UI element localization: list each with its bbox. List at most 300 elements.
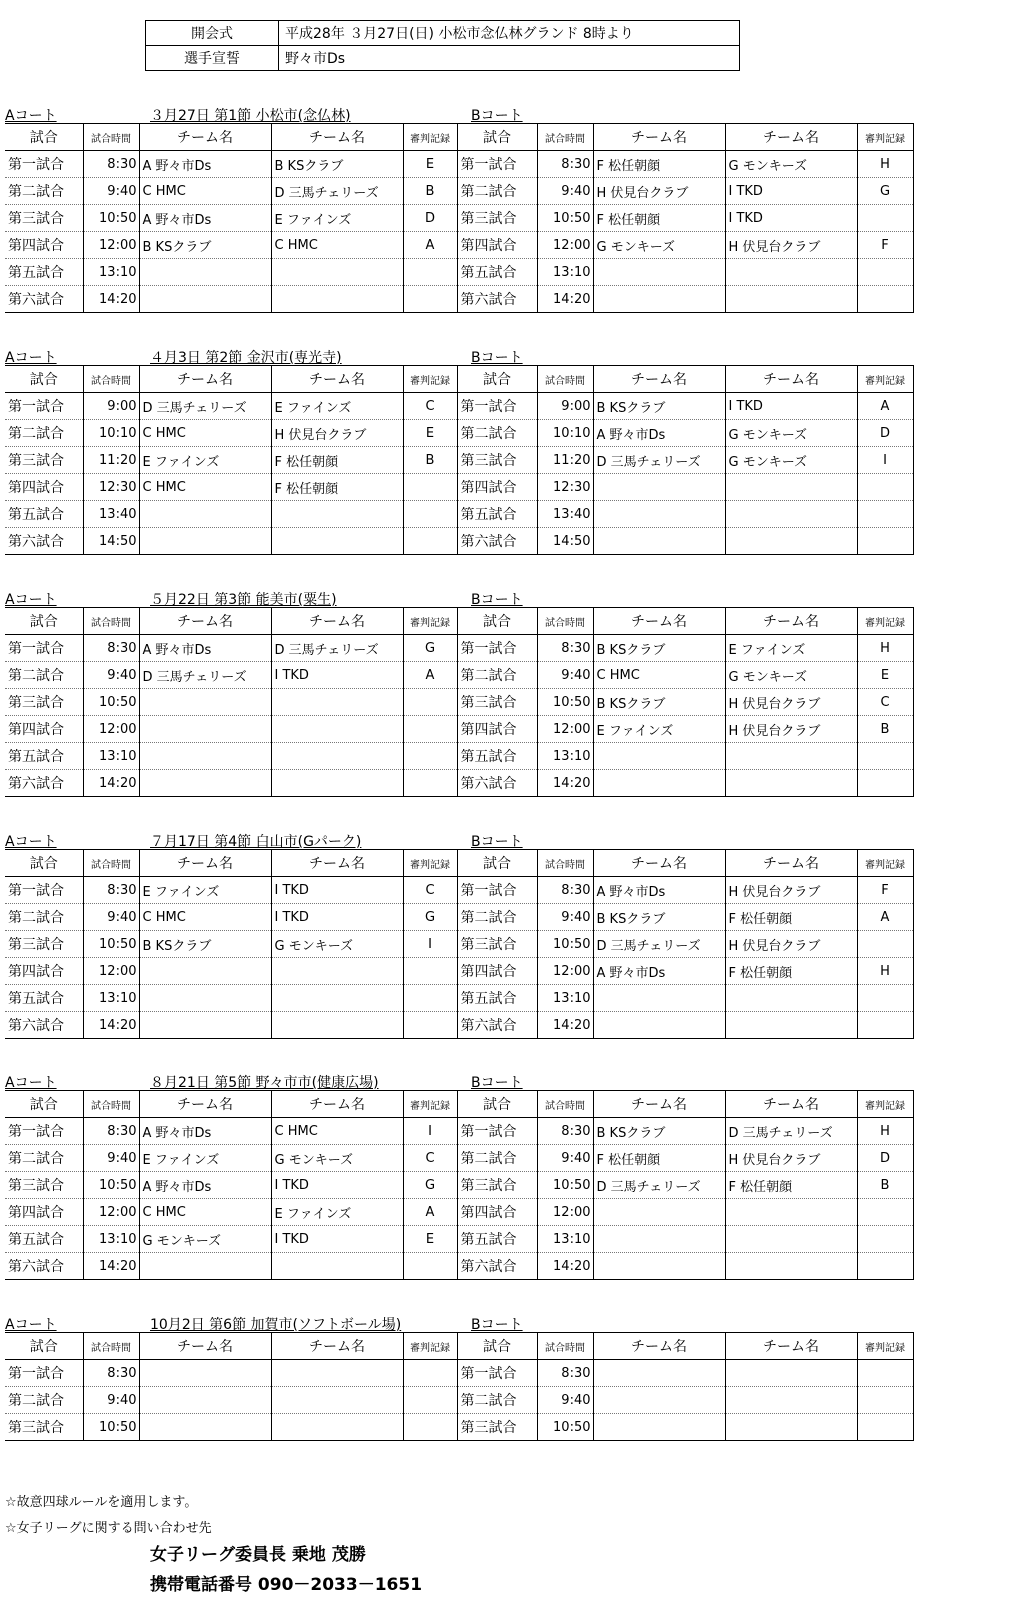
- schedule-table: [5, 365, 914, 555]
- a-team-2: [271, 528, 403, 555]
- a-game-time: 10:50: [83, 205, 139, 232]
- column-header: チーム名: [593, 1091, 725, 1118]
- header-row: [5, 366, 913, 393]
- a-team-1: [139, 1253, 271, 1280]
- a-game-time: 13:10: [83, 259, 139, 286]
- column-header: 試合: [5, 850, 83, 877]
- b-team-1: [593, 259, 725, 286]
- column-header: 試合時間: [83, 850, 139, 877]
- b-game-time: 14:20: [537, 1253, 593, 1280]
- a-court-label: Aコート: [5, 350, 57, 366]
- a-game-number: 第三試合: [5, 689, 83, 716]
- table-row: [5, 286, 913, 313]
- b-game-time: 9:00: [537, 393, 593, 420]
- b-umpire: [857, 474, 913, 501]
- b-umpire: H: [857, 151, 913, 178]
- b-team-2: H 伏見台クラブ: [725, 716, 857, 743]
- b-game-number: 第四試合: [457, 1199, 537, 1226]
- b-game-time: 8:30: [537, 635, 593, 662]
- b-game-number: 第二試合: [457, 1145, 537, 1172]
- b-umpire: H: [857, 958, 913, 985]
- b-umpire: [857, 1387, 913, 1414]
- b-game-number: 第二試合: [457, 420, 537, 447]
- b-game-time: 12:00: [537, 716, 593, 743]
- a-team-2: [271, 958, 403, 985]
- table-row: [5, 635, 913, 662]
- b-umpire: [857, 1360, 913, 1387]
- schedule-section: [5, 829, 947, 1039]
- b-umpire: [857, 770, 913, 797]
- b-umpire: E: [857, 662, 913, 689]
- opening-info-table: [145, 20, 740, 71]
- b-team-1: A 野々市Ds: [593, 958, 725, 985]
- a-team-1: [139, 528, 271, 555]
- b-game-number: 第四試合: [457, 958, 537, 985]
- column-header: 試合時間: [537, 124, 593, 151]
- a-team-2: [271, 1360, 403, 1387]
- a-team-2: I TKD: [271, 1226, 403, 1253]
- b-team-2: G モンキーズ: [725, 447, 857, 474]
- table-row: [5, 662, 913, 689]
- b-umpire: G: [857, 178, 913, 205]
- b-game-number: 第一試合: [457, 1360, 537, 1387]
- b-umpire: A: [857, 904, 913, 931]
- b-game-number: 第六試合: [457, 1253, 537, 1280]
- section-title: [5, 345, 947, 365]
- b-team-1: [593, 1012, 725, 1039]
- a-team-2: I TKD: [271, 662, 403, 689]
- b-game-time: 9:40: [537, 178, 593, 205]
- column-header: チーム名: [725, 850, 857, 877]
- a-team-2: [271, 286, 403, 313]
- a-team-2: [271, 259, 403, 286]
- column-header: 試合時間: [83, 366, 139, 393]
- a-game-time: 14:20: [83, 1012, 139, 1039]
- b-team-2: F 松任朝顔: [725, 904, 857, 931]
- table-row: [5, 985, 913, 1012]
- a-game-number: 第六試合: [5, 528, 83, 555]
- column-header: 試合時間: [537, 1091, 593, 1118]
- a-umpire: G: [403, 635, 457, 662]
- a-game-number: 第一試合: [5, 1360, 83, 1387]
- a-team-2: D 三馬チェリーズ: [271, 635, 403, 662]
- table-row: [5, 1118, 913, 1145]
- a-umpire: [403, 1253, 457, 1280]
- a-umpire: [403, 770, 457, 797]
- a-umpire: B: [403, 447, 457, 474]
- table-row: [5, 1414, 913, 1441]
- b-team-2: [725, 770, 857, 797]
- a-game-number: 第二試合: [5, 420, 83, 447]
- table-row: [5, 1360, 913, 1387]
- b-game-number: 第五試合: [457, 985, 537, 1012]
- column-header: チーム名: [593, 124, 725, 151]
- a-team-1: E ファインズ: [139, 1145, 271, 1172]
- b-game-time: 8:30: [537, 151, 593, 178]
- b-umpire: [857, 1414, 913, 1441]
- a-team-1: C HMC: [139, 1199, 271, 1226]
- b-game-time: 10:50: [537, 1172, 593, 1199]
- a-game-number: 第三試合: [5, 205, 83, 232]
- contact-name: 女子リーグ委員長 乗地 茂勝: [150, 1545, 366, 1565]
- b-team-1: [593, 528, 725, 555]
- b-team-1: E ファインズ: [593, 716, 725, 743]
- a-game-time: 12:00: [83, 232, 139, 259]
- table-row: [5, 770, 913, 797]
- b-court-label: Bコート: [471, 834, 523, 850]
- b-game-number: 第三試合: [457, 447, 537, 474]
- b-team-2: [725, 1226, 857, 1253]
- a-game-number: 第四試合: [5, 716, 83, 743]
- a-team-1: E ファインズ: [139, 877, 271, 904]
- b-court-label: Bコート: [471, 1317, 523, 1333]
- player-oath-label: 選手宣誓: [146, 46, 279, 71]
- a-game-time: 14:20: [83, 1253, 139, 1280]
- a-game-time: 14:20: [83, 770, 139, 797]
- a-game-time: 12:30: [83, 474, 139, 501]
- column-header: 試合: [457, 366, 537, 393]
- opening-ceremony-value: 平成28年 ３月27日(日) 小松市念仏林グランド 8時より: [279, 21, 740, 46]
- column-header: チーム名: [139, 850, 271, 877]
- b-umpire: [857, 1199, 913, 1226]
- a-team-2: G モンキーズ: [271, 931, 403, 958]
- b-team-1: D 三馬チェリーズ: [593, 1172, 725, 1199]
- a-game-time: 13:10: [83, 1226, 139, 1253]
- column-header: 審判記録: [403, 124, 457, 151]
- column-header: チーム名: [593, 608, 725, 635]
- a-team-2: C HMC: [271, 1118, 403, 1145]
- b-team-1: [593, 743, 725, 770]
- b-game-time: 12:00: [537, 958, 593, 985]
- round-date-venue: ５月22日 第3節 能美市(粟生): [150, 592, 337, 608]
- a-game-time: 10:10: [83, 420, 139, 447]
- column-header: 審判記録: [403, 1333, 457, 1360]
- b-game-number: 第五試合: [457, 259, 537, 286]
- table-row: [5, 1145, 913, 1172]
- a-umpire: I: [403, 931, 457, 958]
- column-header: チーム名: [139, 1333, 271, 1360]
- column-header: 試合: [5, 1333, 83, 1360]
- a-game-time: 10:50: [83, 931, 139, 958]
- a-game-time: 12:00: [83, 958, 139, 985]
- a-team-1: D 三馬チェリーズ: [139, 393, 271, 420]
- b-game-number: 第四試合: [457, 232, 537, 259]
- column-header: 試合時間: [537, 1333, 593, 1360]
- column-header: チーム名: [271, 124, 403, 151]
- b-game-number: 第一試合: [457, 151, 537, 178]
- a-team-1: [139, 985, 271, 1012]
- b-umpire: D: [857, 1145, 913, 1172]
- column-header: 試合時間: [537, 608, 593, 635]
- table-row: [5, 528, 913, 555]
- a-umpire: G: [403, 904, 457, 931]
- a-umpire: [403, 474, 457, 501]
- b-team-2: F 松任朝顔: [725, 1172, 857, 1199]
- b-team-1: A 野々市Ds: [593, 420, 725, 447]
- a-umpire: [403, 958, 457, 985]
- a-team-2: [271, 689, 403, 716]
- b-umpire: [857, 528, 913, 555]
- b-game-number: 第五試合: [457, 1226, 537, 1253]
- a-game-time: 8:30: [83, 635, 139, 662]
- schedule-table: [5, 849, 914, 1039]
- column-header: 試合: [457, 1091, 537, 1118]
- b-umpire: F: [857, 232, 913, 259]
- b-team-2: [725, 1387, 857, 1414]
- b-game-number: 第三試合: [457, 205, 537, 232]
- table-row: [5, 689, 913, 716]
- b-umpire: C: [857, 689, 913, 716]
- b-team-1: B KSクラブ: [593, 635, 725, 662]
- column-header: チーム名: [139, 608, 271, 635]
- round-date-venue: 10月2日 第6節 加賀市(ソフトボール場): [150, 1317, 402, 1333]
- b-court-label: Bコート: [471, 108, 523, 124]
- a-team-2: E ファインズ: [271, 393, 403, 420]
- a-game-number: 第一試合: [5, 1118, 83, 1145]
- b-team-2: I TKD: [725, 178, 857, 205]
- b-team-1: F 松任朝顔: [593, 151, 725, 178]
- b-team-2: H 伏見台クラブ: [725, 689, 857, 716]
- section-title: [5, 829, 947, 849]
- table-row: [5, 1172, 913, 1199]
- a-umpire: [403, 985, 457, 1012]
- a-umpire: [403, 716, 457, 743]
- b-game-number: 第一試合: [457, 393, 537, 420]
- b-team-2: [725, 1360, 857, 1387]
- b-umpire: [857, 286, 913, 313]
- a-game-time: 10:50: [83, 1172, 139, 1199]
- column-header: 試合: [5, 366, 83, 393]
- a-game-number: 第三試合: [5, 1414, 83, 1441]
- b-game-time: 12:00: [537, 1199, 593, 1226]
- a-team-2: D 三馬チェリーズ: [271, 178, 403, 205]
- b-umpire: [857, 205, 913, 232]
- contact-block: [150, 1540, 422, 1600]
- b-umpire: H: [857, 635, 913, 662]
- a-court-label: Aコート: [5, 108, 57, 124]
- contact-phone: 携帯電話番号 090－2033－1651: [150, 1575, 423, 1595]
- b-game-number: 第三試合: [457, 1172, 537, 1199]
- a-team-1: [139, 1414, 271, 1441]
- a-game-number: 第五試合: [5, 259, 83, 286]
- a-game-time: 8:30: [83, 1360, 139, 1387]
- b-game-number: 第三試合: [457, 689, 537, 716]
- b-umpire: D: [857, 420, 913, 447]
- a-umpire: D: [403, 205, 457, 232]
- b-team-1: F 松任朝顔: [593, 1145, 725, 1172]
- player-oath-row: [146, 46, 740, 71]
- a-game-number: 第六試合: [5, 1012, 83, 1039]
- a-game-time: 8:30: [83, 151, 139, 178]
- b-game-time: 10:50: [537, 689, 593, 716]
- b-game-number: 第一試合: [457, 877, 537, 904]
- b-court-label: Bコート: [471, 592, 523, 608]
- round-date-venue: ３月27日 第1節 小松市(念仏林): [150, 108, 351, 124]
- b-game-time: 10:50: [537, 205, 593, 232]
- table-row: [5, 501, 913, 528]
- b-team-2: [725, 286, 857, 313]
- column-header: チーム名: [139, 1091, 271, 1118]
- b-game-time: 8:30: [537, 1118, 593, 1145]
- a-team-2: I TKD: [271, 1172, 403, 1199]
- column-header: 試合: [457, 124, 537, 151]
- a-umpire: [403, 501, 457, 528]
- table-row: [5, 958, 913, 985]
- table-row: [5, 259, 913, 286]
- b-team-2: [725, 528, 857, 555]
- a-team-2: [271, 716, 403, 743]
- table-row: [5, 474, 913, 501]
- a-game-number: 第四試合: [5, 232, 83, 259]
- b-team-1: H 伏見台クラブ: [593, 178, 725, 205]
- b-game-number: 第二試合: [457, 904, 537, 931]
- a-team-1: [139, 259, 271, 286]
- a-team-1: C HMC: [139, 420, 271, 447]
- b-game-number: 第一試合: [457, 1118, 537, 1145]
- a-game-time: 8:30: [83, 1118, 139, 1145]
- a-game-time: 12:00: [83, 1199, 139, 1226]
- b-game-number: 第四試合: [457, 474, 537, 501]
- column-header: 試合時間: [537, 850, 593, 877]
- b-team-2: I TKD: [725, 205, 857, 232]
- b-game-number: 第三試合: [457, 1414, 537, 1441]
- column-header: 審判記録: [857, 850, 913, 877]
- a-game-number: 第三試合: [5, 447, 83, 474]
- header-row: [5, 1091, 913, 1118]
- a-game-time: 9:40: [83, 904, 139, 931]
- a-game-number: 第二試合: [5, 1387, 83, 1414]
- a-team-1: A 野々市Ds: [139, 1118, 271, 1145]
- notes: [5, 1490, 212, 1542]
- a-team-2: F 松任朝顔: [271, 447, 403, 474]
- a-game-number: 第五試合: [5, 1226, 83, 1253]
- column-header: 試合: [5, 1091, 83, 1118]
- b-team-1: D 三馬チェリーズ: [593, 447, 725, 474]
- a-team-1: [139, 1387, 271, 1414]
- b-team-2: D 三馬チェリーズ: [725, 1118, 857, 1145]
- b-umpire: [857, 259, 913, 286]
- schedule-table: [5, 123, 914, 313]
- column-header: 審判記録: [403, 850, 457, 877]
- column-header: チーム名: [725, 608, 857, 635]
- a-umpire: [403, 689, 457, 716]
- b-game-time: 10:50: [537, 1414, 593, 1441]
- a-umpire: C: [403, 877, 457, 904]
- b-umpire: [857, 1226, 913, 1253]
- b-game-time: 13:10: [537, 985, 593, 1012]
- b-game-time: 8:30: [537, 1360, 593, 1387]
- column-header: チーム名: [725, 124, 857, 151]
- table-row: [5, 1012, 913, 1039]
- a-game-time: 10:50: [83, 689, 139, 716]
- a-court-label: Aコート: [5, 834, 57, 850]
- a-team-2: [271, 501, 403, 528]
- a-team-1: G モンキーズ: [139, 1226, 271, 1253]
- b-team-1: [593, 1199, 725, 1226]
- table-row: [5, 232, 913, 259]
- a-team-2: [271, 743, 403, 770]
- schedule-section: [5, 345, 947, 555]
- column-header: 試合: [5, 124, 83, 151]
- a-game-number: 第一試合: [5, 151, 83, 178]
- b-team-1: B KSクラブ: [593, 689, 725, 716]
- a-game-number: 第四試合: [5, 1199, 83, 1226]
- a-game-number: 第四試合: [5, 474, 83, 501]
- column-header: 審判記録: [857, 1091, 913, 1118]
- a-game-number: 第一試合: [5, 635, 83, 662]
- b-team-2: [725, 1199, 857, 1226]
- column-header: チーム名: [725, 1333, 857, 1360]
- a-team-2: G モンキーズ: [271, 1145, 403, 1172]
- column-header: 試合: [457, 850, 537, 877]
- schedule-section: [5, 103, 947, 313]
- a-team-2: B KSクラブ: [271, 151, 403, 178]
- player-oath-value: 野々市Ds: [279, 46, 740, 71]
- b-game-time: 13:40: [537, 501, 593, 528]
- opening-ceremony-row: [146, 21, 740, 46]
- b-game-time: 9:40: [537, 904, 593, 931]
- table-row: [5, 931, 913, 958]
- b-team-1: [593, 1360, 725, 1387]
- a-umpire: A: [403, 662, 457, 689]
- column-header: 審判記録: [403, 366, 457, 393]
- b-game-number: 第六試合: [457, 528, 537, 555]
- table-row: [5, 904, 913, 931]
- b-team-1: [593, 1253, 725, 1280]
- b-court-label: Bコート: [471, 1075, 523, 1091]
- schedule-table: [5, 1090, 914, 1280]
- a-game-number: 第五試合: [5, 743, 83, 770]
- b-umpire: [857, 1253, 913, 1280]
- a-team-1: A 野々市Ds: [139, 205, 271, 232]
- b-team-2: H 伏見台クラブ: [725, 931, 857, 958]
- b-team-2: [725, 743, 857, 770]
- b-team-1: C HMC: [593, 662, 725, 689]
- b-game-number: 第二試合: [457, 662, 537, 689]
- b-team-2: H 伏見台クラブ: [725, 232, 857, 259]
- a-umpire: [403, 743, 457, 770]
- schedule-table: [5, 607, 914, 797]
- a-game-number: 第五試合: [5, 501, 83, 528]
- column-header: チーム名: [725, 1091, 857, 1118]
- a-team-2: [271, 1414, 403, 1441]
- a-umpire: C: [403, 393, 457, 420]
- b-game-time: 11:20: [537, 447, 593, 474]
- a-team-1: [139, 1360, 271, 1387]
- a-team-2: [271, 1012, 403, 1039]
- b-game-number: 第五試合: [457, 501, 537, 528]
- table-row: [5, 877, 913, 904]
- b-team-2: [725, 501, 857, 528]
- round-date-venue: ４月3日 第2節 金沢市(専光寺): [150, 350, 342, 366]
- table-row: [5, 393, 913, 420]
- a-team-2: I TKD: [271, 877, 403, 904]
- a-umpire: [403, 528, 457, 555]
- header-row: [5, 124, 913, 151]
- column-header: チーム名: [725, 366, 857, 393]
- b-team-2: [725, 1253, 857, 1280]
- b-game-number: 第六試合: [457, 770, 537, 797]
- section-title: [5, 1070, 947, 1090]
- b-team-1: F 松任朝顔: [593, 205, 725, 232]
- column-header: チーム名: [271, 1333, 403, 1360]
- a-game-number: 第一試合: [5, 393, 83, 420]
- b-team-1: [593, 501, 725, 528]
- a-team-1: E ファインズ: [139, 447, 271, 474]
- b-team-2: G モンキーズ: [725, 151, 857, 178]
- table-row: [5, 178, 913, 205]
- a-game-number: 第五試合: [5, 985, 83, 1012]
